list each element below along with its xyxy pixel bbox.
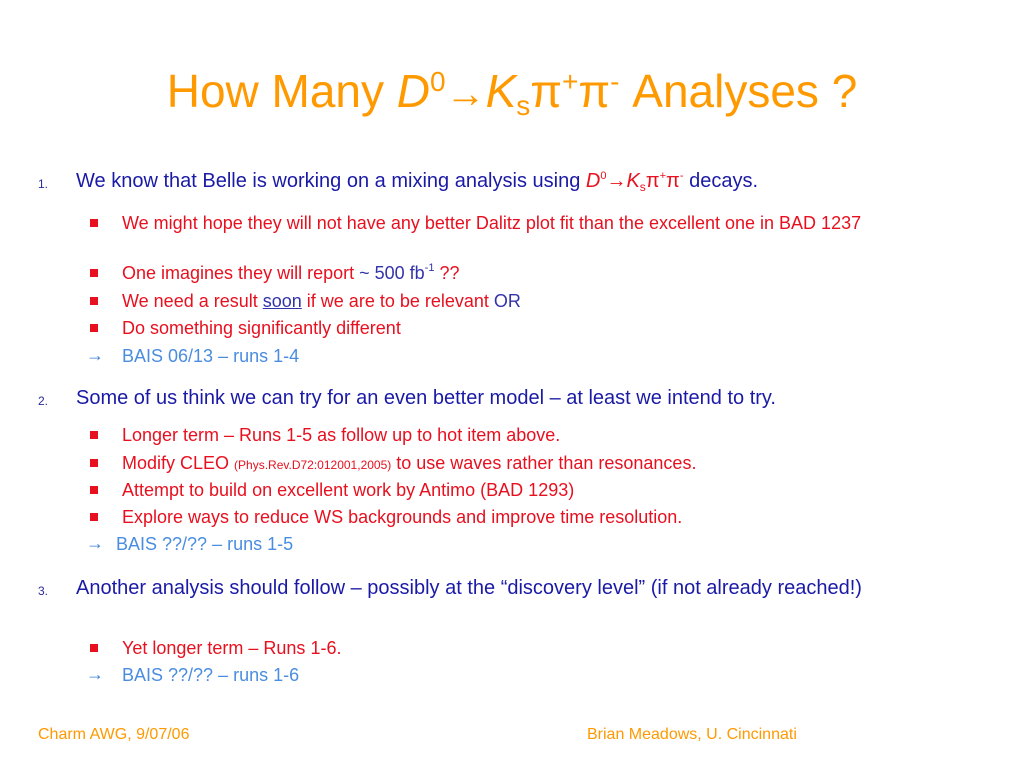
slide-title: How Many $D^0\to K_s\pi^+\pi^-$ Analyses ?	[166, 65, 858, 121]
bullet-item: We might hope they will not have any better Dalitz plot fit than the excellent one in BAD 1237	[122, 213, 862, 233]
arrow-right-icon: →	[606, 170, 627, 192]
arrow-item: BAIS ??/?? – runs 1-6	[122, 665, 300, 685]
arrow-right-icon: →	[445, 72, 486, 116]
square-bullet-icon	[90, 324, 98, 332]
bullet-item: Longer term – Runs 1-5 as follow up to hot item above.	[122, 425, 561, 445]
arrow-item: BAIS ??/?? – runs 1-5	[116, 534, 294, 554]
list-number-1: 1.	[38, 177, 49, 191]
bullet-item: Modify CLEO (Phys.Rev.D72:012001,2005) to use waves rather than resonances.	[122, 453, 697, 473]
square-bullet-icon	[90, 219, 98, 227]
arrow-item: BAIS 06/13 – runs 1-4	[122, 346, 300, 366]
square-bullet-icon	[90, 297, 98, 305]
bullet-item: Yet longer term – Runs 1-6.	[122, 638, 342, 658]
bullet-item: Do something significantly different	[122, 318, 401, 338]
bullet-item: Explore ways to reduce WS backgrounds and improve time resolution.	[122, 507, 683, 527]
bullet-item: Attempt to build on excellent work by Antimo (BAD 1293)	[122, 480, 575, 500]
arrow-right-icon: →	[86, 345, 104, 365]
arrow-right-icon: →	[86, 533, 104, 553]
square-bullet-icon	[90, 644, 98, 652]
square-bullet-icon	[90, 269, 98, 277]
list-number-3: 3.	[38, 584, 49, 598]
list-number-2: 2.	[38, 394, 49, 408]
bullet-item: We need a result soon if we are to be relevant OR	[122, 291, 521, 311]
bullet-item: One imagines they will report ~ 500 $fb^{-1}$ ??	[122, 262, 460, 283]
arrow-right-icon: →	[86, 664, 104, 684]
square-bullet-icon	[90, 513, 98, 521]
list-item-1-text: We know that Belle is working on a mixing analysis using $D^0\to K_s\pi^+\pi^-$ decays.	[76, 170, 759, 194]
footer-left: Charm AWG, 9/07/06	[38, 726, 190, 743]
list-item-2-text: Some of us think we can try for an even better model – at least we intend to try.	[76, 387, 776, 409]
square-bullet-icon	[90, 459, 98, 467]
square-bullet-icon	[90, 486, 98, 494]
list-item-3-text: Another analysis should follow – possibly at the “discovery level” (if not already reached!)	[76, 577, 862, 599]
footer-right: Brian Meadows, U. Cincinnati	[587, 726, 797, 743]
square-bullet-icon	[90, 431, 98, 439]
